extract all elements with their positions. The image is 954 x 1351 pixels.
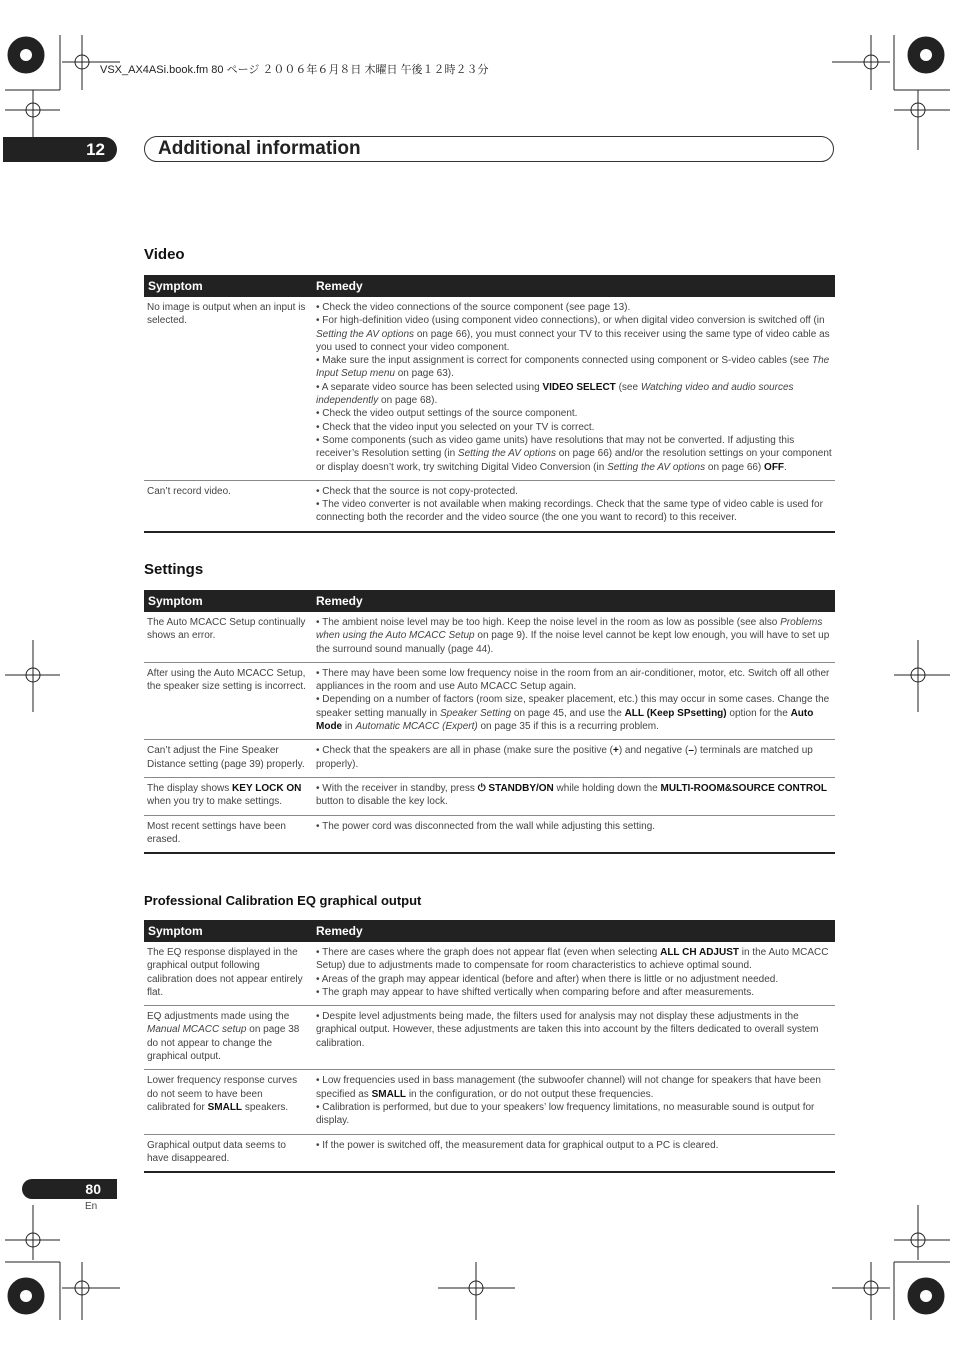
table-eq [144, 920, 835, 1173]
text-run: SMALL [371, 1088, 407, 1100]
text-run: Setting the AV options [316, 328, 415, 340]
remedy-cell [312, 778, 835, 815]
text-run: on page 66) [705, 461, 765, 473]
text-run: The Input Setup menu [316, 355, 830, 380]
section-title-settings: Settings [144, 561, 204, 578]
text-run: • The ambient noise level may be too high. Keep the noise level in the room as low as possible (see also [316, 617, 781, 628]
text-run: • The video converter is not available when making recordings. Check that the same type of video cable is used for connecting both the recorder and the video source (the one you want to record) to this receiver. [316, 499, 823, 524]
column-header-remedy: Remedy [316, 924, 363, 938]
starburst-top-left-icon [8, 37, 44, 73]
text-run: • Check the video connections of the source component (see page 13). [316, 302, 631, 313]
table-row [144, 297, 835, 481]
column-header-symptom: Symptom [148, 924, 203, 938]
symptom-cell: The EQ response displayed in the graphical output following calibration does not appear entirely flat. [147, 947, 303, 998]
text-run: ⏻ STANDBY/ON [477, 782, 554, 794]
remedy-item [316, 1101, 833, 1128]
remedy-cell [312, 740, 835, 777]
remedy-item [316, 1139, 833, 1152]
text-run: • Check that the source is not copy-protected. [316, 485, 518, 497]
symptom-cell: Graphical output data seems to have disappeared. [147, 1139, 286, 1164]
chapter-number-tab: 12 [3, 137, 117, 162]
remedy-cell [312, 297, 835, 480]
remedy-item [316, 1010, 833, 1050]
remedy-item [316, 421, 833, 434]
text-run: on page 63). [394, 368, 454, 380]
table-row [144, 740, 835, 778]
text-run: while holding down the [553, 782, 661, 794]
remedy-cell [312, 481, 835, 531]
remedy-item [316, 354, 833, 381]
text-run: • For high-definition video (using component video connections), or when digital video conversion is switched off (in [316, 315, 825, 327]
text-run: EQ adjustments made using the [147, 1011, 290, 1023]
text-run: • With the receiver in standby, press [316, 782, 478, 794]
starburst-bottom-left-icon [8, 1278, 44, 1314]
text-run: on page 38 do not appear to change the graphical output. [147, 1024, 300, 1063]
text-run: Lower frequency response curves do not seem to have been calibrated for [147, 1075, 298, 1113]
table-settings [144, 590, 835, 854]
text-run: . [784, 461, 787, 473]
table-row [144, 942, 835, 1006]
text-run: Automatic MCACC (Expert) [355, 721, 478, 733]
text-run: on page 68). [378, 395, 438, 407]
text-run: in the Auto MCACC Setup) due to adjustments made to compensate for room characteristics to achieve optimal sound. [316, 947, 829, 972]
text-run: ALL CH ADJUST [660, 947, 739, 958]
text-run: • The power cord was disconnected from the wall while adjusting this setting. [316, 820, 656, 832]
text-run: Manual MCACC setup [147, 1024, 247, 1036]
symptom-cell [144, 778, 312, 815]
remedy-item [316, 434, 833, 474]
text-run: on page 9). If the noise level cannot be kept low enough, you will have to set up the surround sound manually (page 44). [316, 630, 830, 655]
column-header-remedy: Remedy [316, 279, 363, 293]
remedy-item [316, 1074, 833, 1101]
table-header [144, 590, 835, 612]
remedy-item [316, 693, 833, 733]
text-run: Auto Mode [316, 707, 814, 733]
text-run: + [612, 745, 619, 757]
file-header-line: VSX_AX4ASi.book.fm 80 ページ ２００６年６月８日 木曜日 午後１２時２３分 [100, 64, 489, 76]
text-run: VIDEO SELECT [542, 381, 616, 393]
remedy-item [316, 301, 833, 314]
chapter-title: Additional information [144, 136, 834, 162]
remedy-item [316, 667, 833, 694]
text-run: • Some components (such as video game units) have resolutions that may not be converted. If adjusting this receiver’s Resolution setting (in [316, 434, 795, 460]
remedy-item [316, 381, 833, 408]
text-run: • Check that the speakers are all in phase (make sure the positive ( [316, 745, 613, 757]
table-row [144, 1006, 835, 1070]
remedy-item [316, 407, 833, 420]
remedy-cell [312, 612, 835, 662]
text-run: ) terminals are matched up properly). [316, 745, 813, 770]
table-row [144, 612, 835, 663]
table-row [144, 816, 835, 853]
symptom-cell [144, 1006, 312, 1069]
text-run: • Make sure the input assignment is correct for components connected using component or S-video cables (see [316, 355, 812, 367]
text-run: option for the [726, 707, 791, 719]
remedy-item [316, 782, 833, 809]
text-run: • There may have been some low frequency noise in the room from an air-conditioner, motor, etc. Switch off all other appliances in the room and use Auto MCACC Setup again. [316, 667, 830, 693]
text-run: Setting the AV options [607, 461, 706, 473]
remedy-cell [312, 816, 835, 853]
remedy-cell [312, 1135, 835, 1172]
text-run: – [688, 745, 694, 757]
text-run: • Areas of the graph may appear identical (before and after) when there is little or no adjustment needed. [316, 973, 779, 985]
symptom-cell [144, 1070, 312, 1133]
text-run: on page 35 if this is a recurring problem. [477, 721, 659, 733]
remedy-item [316, 485, 833, 498]
symptom-cell: Most recent settings have been erased. [147, 820, 286, 845]
remedy-cell [312, 1006, 835, 1069]
text-run: • Check that the video input you selected on your TV is correct. [316, 421, 595, 433]
section-title-video: Video [144, 246, 185, 263]
text-run: • If the power is switched off, the measurement data for graphical output to a PC is cleared. [316, 1139, 719, 1151]
remedy-cell [312, 663, 835, 739]
table-header [144, 275, 835, 297]
text-run: Problems when using the Auto MCACC Setup [316, 617, 823, 642]
column-header-remedy: Remedy [316, 594, 363, 608]
symptom-cell: After using the Auto MCACC Setup, the speaker size setting is incorrect. [147, 667, 306, 693]
column-header-symptom: Symptom [148, 594, 203, 608]
text-run: KEY LOCK ON [232, 782, 302, 794]
text-run: • A separate video source has been selected using [316, 381, 543, 393]
text-run: in [342, 721, 356, 733]
remedy-item [316, 616, 833, 656]
text-run: button to disable the key lock. [316, 796, 448, 808]
text-run: • There are cases where the graph does not appear flat (even when selecting [316, 947, 661, 958]
text-run: Setting the AV options [457, 448, 556, 460]
remedy-cell [312, 1070, 835, 1133]
text-run: (see [615, 381, 641, 393]
symptom-cell: Can’t adjust the Fine Speaker Distance setting (page 39) properly. [147, 745, 305, 770]
table-row [144, 663, 835, 740]
remedy-item [316, 744, 833, 771]
symptom-cell: No image is output when an input is selected. [147, 302, 306, 327]
text-run: when you try to make settings. [147, 796, 283, 808]
symptom-cell: Can’t record video. [147, 485, 231, 497]
text-run: on page 66) and/or the resolution settings on your component or display doesn’t work, try switching Digital Video Conversion (in [316, 448, 832, 473]
text-run: • Check the video output settings of the source component. [316, 408, 578, 420]
text-run: MULTI-ROOM&SOURCE CONTROL [660, 782, 827, 794]
text-run: • The graph may appear to have shifted vertically when comparing before and after measurements. [316, 986, 754, 998]
table-row [144, 778, 835, 816]
text-run: in the configuration, or do not output these frequencies. [406, 1088, 654, 1100]
remedy-item [316, 986, 833, 999]
text-run: ALL (Keep SPsetting) [624, 707, 727, 719]
remedy-item [316, 820, 833, 833]
table-row [144, 1070, 835, 1134]
symptom-cell: The Auto MCACC Setup continually shows an error. [147, 617, 306, 642]
text-run: • Depending on a number of factors (room size, speaker placement, etc.) this may occur in some cases. Change the speaker setting manually in [316, 694, 830, 719]
language-label: En [85, 1201, 98, 1212]
remedy-item [316, 973, 833, 986]
remedy-item [316, 498, 833, 525]
starburst-top-right-icon [908, 37, 944, 73]
section-title-eq: Professional Calibration EQ graphical output [144, 893, 422, 908]
text-run: on page 45, and use the [511, 707, 625, 719]
text-run: Speaker Setting [439, 707, 512, 719]
text-run: Watching video and audio sources independently [316, 381, 794, 407]
text-run: • Low frequencies used in bass management (the subwoofer channel) will not change for speakers that have been specified as [316, 1075, 821, 1100]
column-header-symptom: Symptom [148, 279, 203, 293]
text-run: • Despite level adjustments being made, the filters used for analysis may not display these adjustments in the graphical output. However, these adjustments are taken this into account by the filters dedicated to overall system calibration. [316, 1011, 819, 1049]
starburst-bottom-right-icon [908, 1278, 944, 1314]
text-run: The display shows [147, 782, 233, 794]
table-video [144, 275, 835, 533]
text-run: • Calibration is performed, but due to your speakers’ low frequency limitations, no measurable sound is output for display. [316, 1101, 815, 1127]
page-number: 80 [22, 1179, 117, 1199]
remedy-item [316, 946, 833, 973]
text-run: speakers. [242, 1101, 289, 1113]
text-run: OFF [764, 461, 785, 473]
text-run: on page 66), you must connect your TV to this receiver using the same type of video cable as you used to connect your video component. [316, 328, 830, 353]
remedy-cell [312, 942, 835, 1005]
table-row [144, 481, 835, 531]
text-run: SMALL [207, 1101, 243, 1113]
text-run: ) and negative ( [618, 745, 689, 757]
table-header [144, 920, 835, 942]
remedy-item [316, 314, 833, 354]
table-row [144, 1135, 835, 1172]
